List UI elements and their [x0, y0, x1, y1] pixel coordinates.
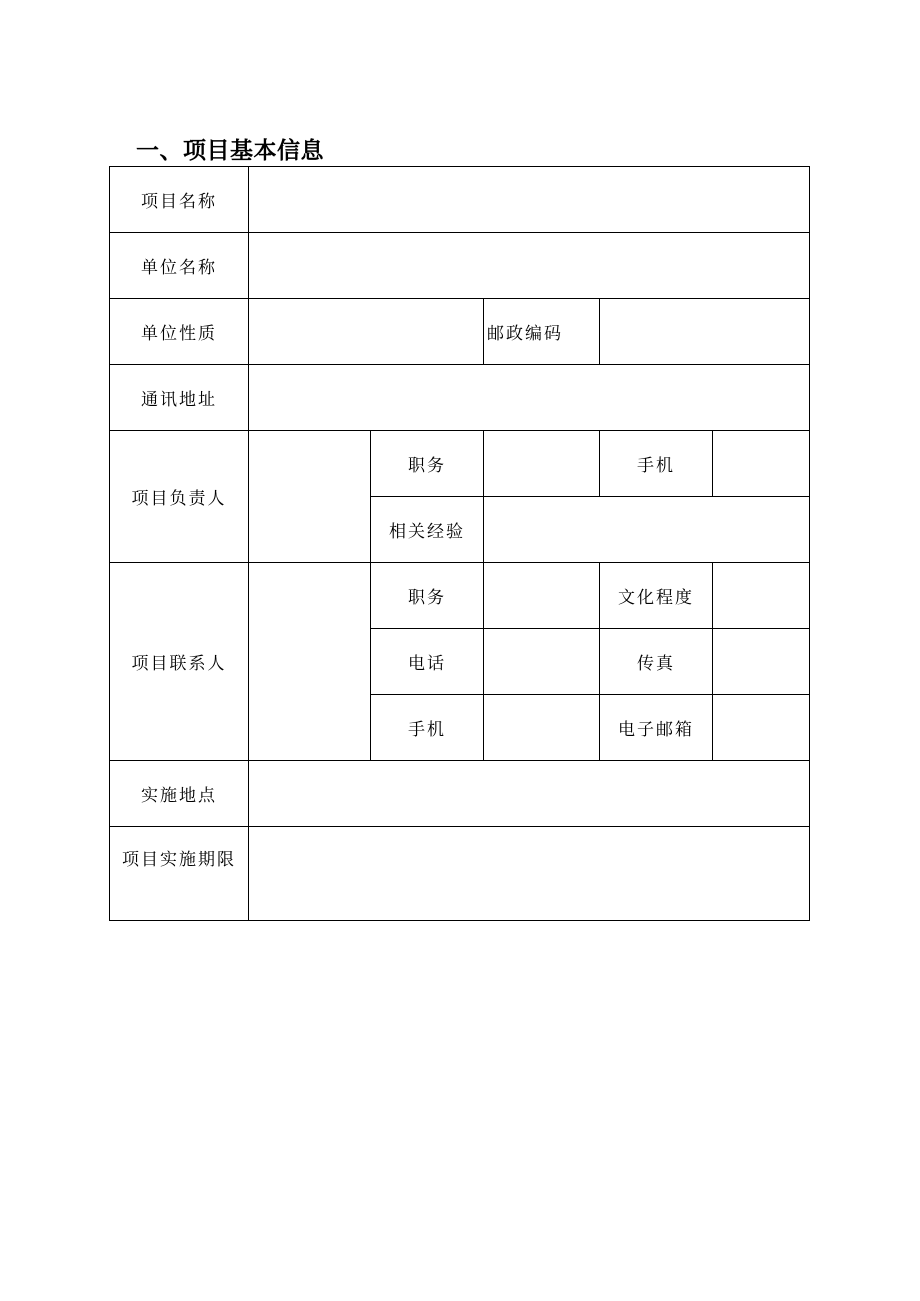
- label-unit-nature: 单位性质: [110, 299, 249, 365]
- label-contact-mobile: 手机: [371, 695, 484, 761]
- section-title: 一、项目基本信息: [136, 138, 324, 164]
- label-project-leader: 项目负责人: [110, 431, 249, 563]
- field-contact-phone[interactable]: [484, 629, 600, 695]
- field-postal-code[interactable]: [600, 299, 810, 365]
- field-contact-mobile[interactable]: [484, 695, 600, 761]
- label-contact-phone: 电话: [371, 629, 484, 695]
- label-leader-mobile: 手机: [600, 431, 713, 497]
- field-leader-position[interactable]: [484, 431, 600, 497]
- field-contact-email[interactable]: [713, 695, 810, 761]
- label-project-contact: 项目联系人: [110, 563, 249, 761]
- label-location: 实施地点: [110, 761, 249, 827]
- label-contact-education: 文化程度: [600, 563, 713, 629]
- field-contact-fax[interactable]: [713, 629, 810, 695]
- label-unit-name: 单位名称: [110, 233, 249, 299]
- field-location[interactable]: [249, 761, 810, 827]
- label-contact-fax: 传真: [600, 629, 713, 695]
- label-project-name: 项目名称: [110, 167, 249, 233]
- label-period: 项目实施期限: [110, 827, 249, 921]
- label-leader-position: 职务: [371, 431, 484, 497]
- label-postal-code: 邮政编码: [484, 299, 600, 365]
- label-contact-position: 职务: [371, 563, 484, 629]
- label-contact-email: 电子邮箱: [600, 695, 713, 761]
- field-address[interactable]: [249, 365, 810, 431]
- field-unit-nature[interactable]: [249, 299, 484, 365]
- label-leader-experience: 相关经验: [371, 497, 484, 563]
- field-project-name[interactable]: [249, 167, 810, 233]
- field-contact-name[interactable]: [249, 563, 371, 761]
- field-contact-position[interactable]: [484, 563, 600, 629]
- field-leader-experience[interactable]: [484, 497, 810, 563]
- field-leader-name[interactable]: [249, 431, 371, 563]
- field-unit-name[interactable]: [249, 233, 810, 299]
- label-address: 通讯地址: [110, 365, 249, 431]
- field-leader-mobile[interactable]: [713, 431, 810, 497]
- field-period[interactable]: [249, 827, 810, 921]
- project-info-table: [109, 166, 810, 921]
- field-contact-education[interactable]: [713, 563, 810, 629]
